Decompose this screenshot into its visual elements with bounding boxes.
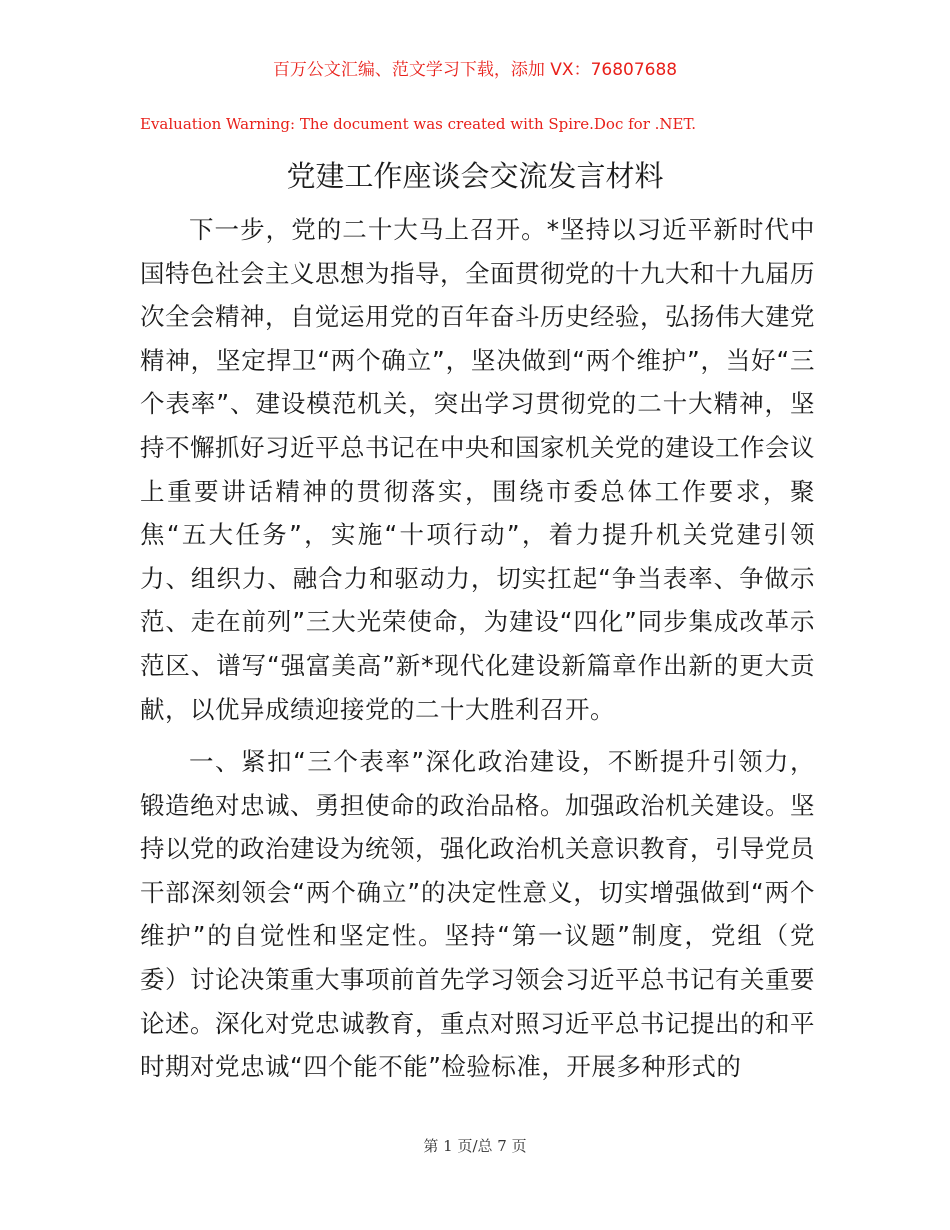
body-paragraph-1: 下一步，党的二十大马上召开。*坚持以习近平新时代中国特色社会主义思想为指导，全面贯彻党的十九大和十九届历次全会精神，自觉运用党的百年奋斗历史经验，弘扬伟大建党精神，坚定捍卫“两个确立”，坚决做到“两个维护”，当好“三个表率”、建设模范机关，突出学习贯彻党的二十大精神，坚持不懈抓好习近平总书记在中央和国家机关党的建设工作会议上重要讲话精神的贯彻落实，围绕市委总体工作要求，聚焦“五大任务”，实施“十项行动”，着力提升机关党建引领力、组织力、融合力和驱动力，切实扛起“争当表率、争做示范、走在前列”三大光荣使命，为建设“四化”同步集成改革示范区、谱写“强富美高”新*现代化建设新篇章作出新的更大贡献，以优异成绩迎接党的二十大胜利召开。 <box>140 215 815 724</box>
header-banner: 百万公文汇编、范文学习下载，添加 VX：76807688 <box>272 60 678 80</box>
page-indicator: 第 1 页/总 7 页 <box>423 1137 527 1155</box>
evaluation-warning: Evaluation Warning: The document was created with Spire.Doc for .NET. <box>140 115 697 133</box>
document-title: 党建工作座谈会交流发言材料 <box>286 159 664 193</box>
body-paragraph-2: 一、紧扣“三个表率”深化政治建设，不断提升引领力，锻造绝对忠诚、勇担使命的政治品格。加强政治机关建设。坚持以党的政治建设为统领，强化政治机关意识教育，引导党员干部深刻领会“两个确立”的决定性意义，切实增强做到“两个维护”的自觉性和坚定性。坚持“第一议题”制度，党组（党委）讨论决策重大事项前首先学习领会习近平总书记有关重要论述。深化对党忠诚教育，重点对照习近平总书记提出的和平时期对党忠诚“四个能不能”检验标准，开展多种形式的 <box>140 747 815 1082</box>
